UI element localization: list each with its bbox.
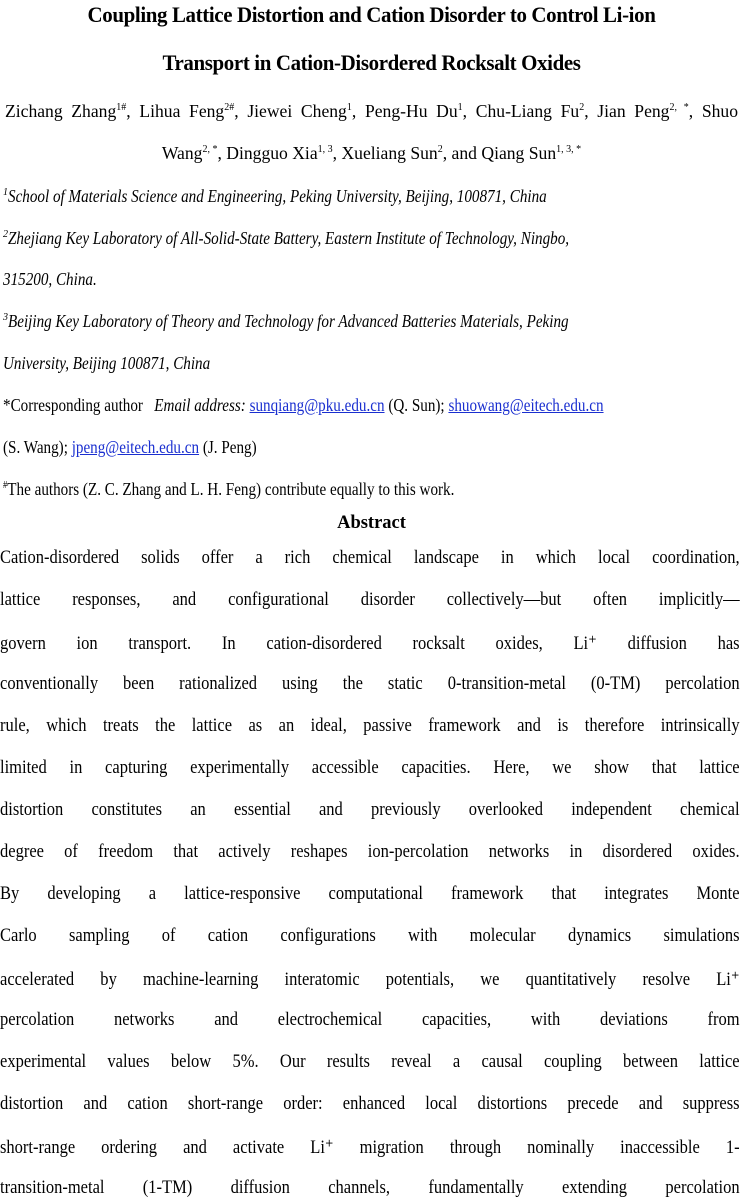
abstract-line: percolation networks and electrochemical capacities, with deviations from — [0, 1009, 740, 1030]
correspondence-line-1: *Corresponding author Email address: sunqiang@pku.edu.cn (Q. Sun); shuowang@eitech.edu.cn — [3, 395, 604, 415]
correspondence-line-2: (S. Wang); jpeng@eitech.edu.cn (J. Peng) — [3, 437, 257, 457]
affiliation-1: $^1$School of Materials Science and Engineering, Peking University, Beijing, 100871, China — [3, 186, 547, 206]
affiliation-2-cont: 315200, China. — [3, 269, 97, 289]
abstract-line: limited in capturing experimentally accessible capacities. Here, we show that lattice — [0, 757, 740, 778]
author: Jiewei Cheng$^1$, — [247, 101, 357, 121]
email-link-wang[interactable]: shuowang@eitech.edu.cn — [448, 395, 604, 415]
abstract-line: By developing a lattice-responsive computational framework that integrates Monte — [0, 883, 740, 904]
abstract-line: distortion constitutes an essential and previously overlooked independent chemical — [0, 799, 740, 820]
and-connector: and — [451, 143, 477, 163]
abstract-line: Carlo sampling of cation configurations with molecular dynamics simulations — [0, 925, 740, 946]
affiliation-3-cont: University, Beijing 100871, China — [3, 353, 211, 373]
abstract-line: Cation-disordered solids offer a rich chemical landscape in which local coordination, — [0, 547, 740, 568]
email-link-sun[interactable]: sunqiang@pku.edu.cn — [249, 395, 385, 415]
abstract-line: experimental values below 5%. Our results reveal a causal coupling between lattice — [0, 1051, 740, 1072]
affiliation-3: $^3$Beijing Key Laboratory of Theory and Technology for Advanced Batteries Materials, Peking — [3, 311, 569, 331]
email-label: Email address: — [154, 395, 246, 415]
author: Zichang Zhang$^{1\#}$, — [5, 101, 131, 121]
equal-contribution-note: #The authors (Z. C. Zhang and L. H. Feng) contribute equally to this work. — [3, 479, 455, 499]
abstract-line: rule, which treats the lattice as an ideal, passive framework and is therefore intrinsically — [0, 715, 740, 736]
email-link-peng[interactable]: jpeng@eitech.edu.cn — [71, 437, 200, 457]
author-last-part: Wang — [161, 143, 203, 163]
abstract-line: govern ion transport. In cation-disordered rocksalt oxides, Li⁺ diffusion has — [0, 633, 740, 654]
author: Lihua Feng$^{2\#}$, — [139, 101, 239, 121]
abstract-line: conventionally been rationalized using the static 0-transition-metal (0-TM) percolation — [0, 673, 740, 694]
author: Dingguo Xia$^{1, 3}$, — [226, 143, 338, 163]
abstract-line: short-range ordering and activate Li⁺ migration through nominally inaccessible 1- — [0, 1137, 740, 1158]
author: Xueliang Sun$^2$, — [341, 143, 448, 163]
author: Chu-Liang Fu$^2$, — [475, 101, 589, 121]
abstract-line: accelerated by machine-learning interatomic potentials, we quantitatively resolve Li⁺ — [0, 969, 740, 990]
affiliation-2: $^2$Zhejiang Key Laboratory of All-Solid-State Battery, Eastern Institute of Technology, Ningbo, — [3, 228, 570, 248]
abstract-line: degree of freedom that actively reshapes ion-percolation networks in disordered oxides. — [0, 841, 740, 862]
abstract-heading: Abstract — [337, 513, 406, 533]
authors-line-2: Wang$^{2, *}$, Dingguo Xia$^{1, 3}$, Xueliang Sun$^2$, and Qiang Sun$^{1, 3, *}$ — [161, 143, 582, 163]
title-line-1: Coupling Lattice Distortion and Cation Disorder to Control Li-ion — [87, 2, 656, 27]
abstract-line: lattice responses, and configurational disorder collectively—but often implicitly— — [0, 589, 740, 610]
abstract-line: distortion and cation short-range order: enhanced local distortions precede and suppress — [0, 1093, 740, 1114]
author: Jian Peng$^{2, *}$, — [597, 101, 694, 121]
author: Qiang Sun$^{1, 3, *}$ — [481, 143, 582, 163]
author-first-part: Shuo — [701, 101, 739, 121]
authors-line-1 — [5, 101, 738, 122]
author: Peng-Hu Du$^1$, — [364, 101, 468, 121]
abstract-line: transition-metal (1-TM) diffusion channels, fundamentally extending percolation — [0, 1177, 740, 1198]
corresponding-author-label: *Corresponding author — [3, 395, 143, 415]
title-line-2: Transport in Cation-Disordered Rocksalt Oxides — [162, 50, 581, 75]
